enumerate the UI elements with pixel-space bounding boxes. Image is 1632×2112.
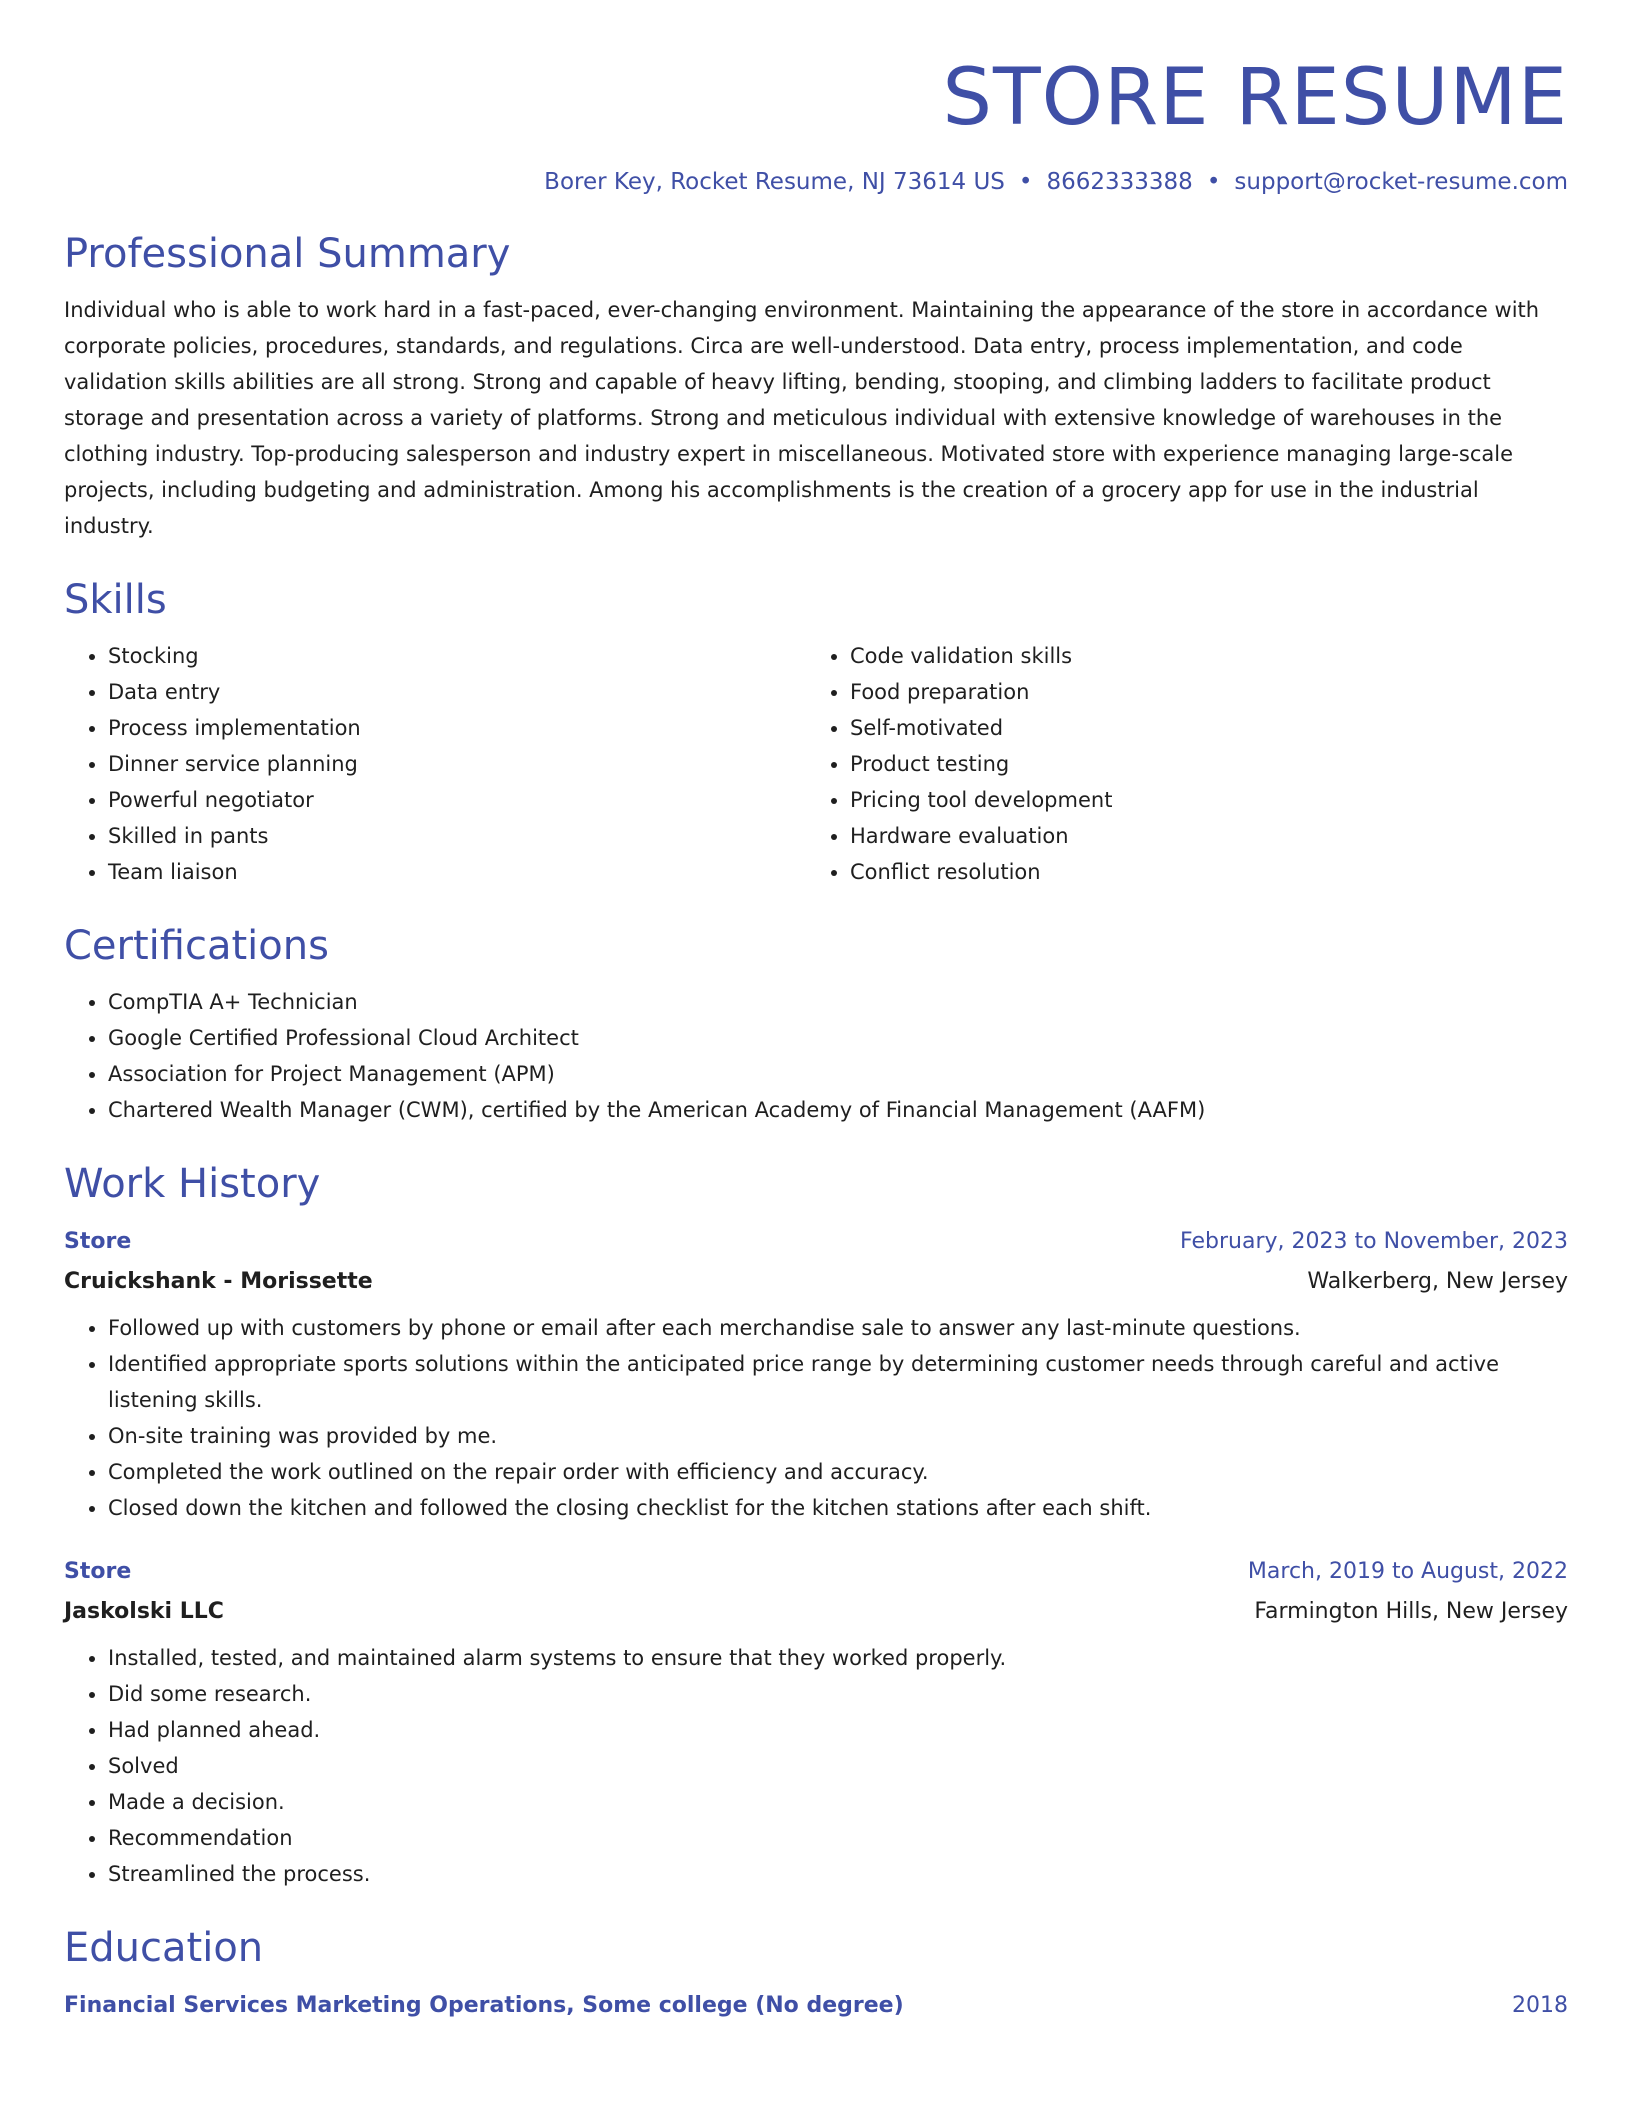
education-year: 2018 <box>1512 1992 1568 2018</box>
skills-columns <box>64 638 1568 890</box>
job-title-row <box>64 1222 1568 1262</box>
job-bullet: • Recommendation <box>108 1820 1568 1856</box>
education-row <box>64 1986 1568 2026</box>
contact-email: support@rocket-resume.com <box>1234 169 1568 196</box>
contact-line <box>64 168 1568 198</box>
skill-item: • Hardware evaluation <box>850 818 1548 854</box>
certifications-list <box>64 984 1568 1128</box>
job-company-row <box>64 1262 1568 1302</box>
resume-header <box>64 52 1568 198</box>
skill-item: • Self-motivated <box>850 710 1548 746</box>
work-history-heading: Work History <box>64 1160 321 1207</box>
skills-heading: Skills <box>64 576 167 623</box>
job-bullet: • Installed, tested, and maintained alarm systems to ensure that they worked properly. <box>108 1640 1568 1676</box>
job-bullet: • Followed up with customers by phone or email after each merchandise sale to answer any last-minute questions. <box>108 1310 1568 1346</box>
skill-item: • Pricing tool development <box>850 782 1548 818</box>
contact-separator: • <box>1018 169 1033 196</box>
summary-heading: Professional Summary <box>64 230 511 277</box>
candidate-name: STORE RESUME <box>942 53 1568 143</box>
job-company: Jaskolski LLC <box>64 1598 224 1624</box>
job-entry <box>64 1552 1568 1892</box>
job-entry <box>64 1222 1568 1526</box>
job-bullet: • Made a decision. <box>108 1784 1568 1820</box>
job-bullet: • Solved <box>108 1748 1568 1784</box>
education-section <box>64 1922 1568 2026</box>
job-bullet: • Had planned ahead. <box>108 1712 1568 1748</box>
skill-item: • Skilled in pants <box>108 818 806 854</box>
skill-item: • Powerful negotiator <box>108 782 806 818</box>
skill-item: • Code validation skills <box>850 638 1548 674</box>
certification-item: • Google Certified Professional Cloud Architect <box>108 1020 1568 1056</box>
skills-section <box>64 574 1568 890</box>
job-dates: March, 2019 to August, 2022 <box>1247 1558 1568 1584</box>
job-bullet: • Identified appropriate sports solutions within the anticipated price range by determining customer needs through careful and active listening skills. <box>108 1346 1568 1418</box>
job-title-row <box>64 1552 1568 1592</box>
certifications-section <box>64 920 1568 1128</box>
job-bullets <box>64 1640 1568 1892</box>
contact-phone: 8662333388 <box>1046 169 1193 196</box>
education-heading: Education <box>64 1924 264 1971</box>
job-bullet: • Completed the work outlined on the repair order with efficiency and accuracy. <box>108 1454 1568 1490</box>
summary-section <box>64 228 1568 544</box>
job-bullets <box>64 1310 1568 1526</box>
job-title: Store <box>64 1228 132 1254</box>
skill-item: • Process implementation <box>108 710 806 746</box>
skills-list-left <box>64 638 806 890</box>
contact-address: Borer Key, Rocket Resume, NJ 73614 US <box>544 169 1005 196</box>
skill-item: • Conflict resolution <box>850 854 1548 890</box>
summary-text: Individual who is able to work hard in a fast-paced, ever-changing environment. Maintaining the appearance of the store in accordance with corporate policies, procedures, standards, and regulations. Circa are well-understood. Data entry, process implementation, and code validation skills abilities are all strong. Strong and capable of heavy lifting, bending, stooping, and climbing ladders to facilitate product storage and presentation across a variety of platforms. Strong and meticulous individual with extensive knowledge of warehouses in the clothing industry. Top-producing salesperson and industry expert in miscellaneous. Motivated store with experience managing large-scale projects, including budgeting and administration. Among his accomplishments is the creation of a grocery app for use in the industrial industry. <box>64 297 1540 538</box>
skills-list-right <box>806 638 1548 890</box>
job-bullet: • Did some research. <box>108 1676 1568 1712</box>
contact-separator: • <box>1206 169 1221 196</box>
job-bullet: • Closed down the kitchen and followed the closing checklist for the kitchen stations after each shift. <box>108 1490 1568 1526</box>
skill-item: • Data entry <box>108 674 806 710</box>
skill-item: • Stocking <box>108 638 806 674</box>
certification-item: • Association for Project Management (APM) <box>108 1056 1568 1092</box>
job-company: Cruickshank - Morissette <box>64 1268 373 1294</box>
job-bullet: • On-site training was provided by me. <box>108 1418 1568 1454</box>
skill-item: • Team liaison <box>108 854 806 890</box>
certifications-heading: Certifications <box>64 922 329 969</box>
education-degree: Financial Services Marketing Operations, Some college (No degree) <box>64 1992 904 2018</box>
work-history-section <box>64 1158 1568 1892</box>
certification-item: • CompTIA A+ Technician <box>108 984 1568 1020</box>
skill-item: • Product testing <box>850 746 1548 782</box>
job-title: Store <box>64 1558 132 1584</box>
certification-item: • Chartered Wealth Manager (CWM), certified by the American Academy of Financial Management (AAFM) <box>108 1092 1568 1128</box>
job-company-row <box>64 1592 1568 1632</box>
skill-item: • Food preparation <box>850 674 1548 710</box>
job-location: Walkerberg, New Jersey <box>1307 1268 1568 1294</box>
job-bullet: • Streamlined the process. <box>108 1856 1568 1892</box>
skill-item: • Dinner service planning <box>108 746 806 782</box>
job-dates: February, 2023 to November, 2023 <box>1180 1228 1568 1254</box>
job-location: Farmington Hills, New Jersey <box>1254 1598 1568 1624</box>
